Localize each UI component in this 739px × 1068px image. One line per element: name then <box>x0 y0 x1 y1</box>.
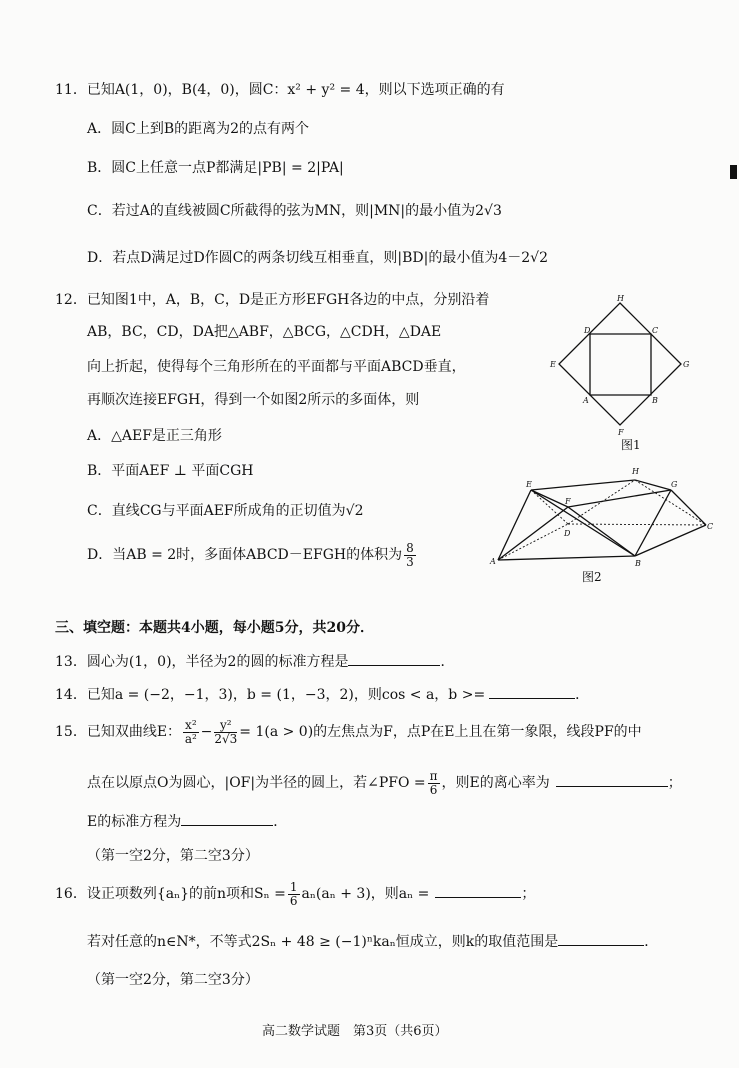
q15-angle-fraction <box>428 770 440 797</box>
fraction-denominator: a² <box>184 731 197 746</box>
q15-line1 <box>55 715 642 749</box>
fraction-numerator: 1 <box>289 879 298 894</box>
answer-blank-an[interactable] <box>435 883 521 898</box>
label-b: B <box>635 559 641 568</box>
q16-line2 <box>87 931 658 952</box>
q11-option-c: C．若过A的直线被圆C所截得的弦为MN，则|MN|的最小值为2√3 <box>87 203 502 219</box>
label-f: F <box>565 497 571 506</box>
punctuation: ． <box>575 687 590 703</box>
q11-stem: 11．已知A(1，0)，B(4，0)，圆C：x² + y² = 4，则以下选项正确的有 <box>55 82 505 98</box>
label-e: E <box>550 360 556 369</box>
label-a: A <box>583 396 589 405</box>
label-c: C <box>707 522 714 531</box>
answer-blank-equation[interactable] <box>181 811 273 826</box>
label-f: F <box>618 428 624 437</box>
q11-option-a: A．圆C上到B的距离为2的点有两个 <box>87 121 310 137</box>
fraction-denominator: 6 <box>429 782 438 797</box>
q12-stem-line3: 向上折起，使得每个三角形所在的平面都与平面ABCD垂直， <box>87 359 466 375</box>
q12-option-b: B．平面AEF ⊥ 平面CGH <box>87 463 254 479</box>
q14 <box>55 684 589 705</box>
figure-1-caption: 图1 <box>621 438 641 452</box>
q12-stem-line2: AB，BC，CD，DA把△ABF，△BCG，△CDH，△DAE <box>87 324 442 340</box>
label-d: D <box>564 529 571 538</box>
punctuation: ； <box>521 886 536 902</box>
q16-line2-text: 若对任意的n∈N*，不等式2Sₙ + 48 ≥ (−1)ⁿkaₙ恒成立，则k的取值范围是 <box>87 934 559 950</box>
answer-blank[interactable] <box>348 651 440 666</box>
fraction-denominator: 3 <box>406 554 414 569</box>
answer-blank[interactable] <box>489 684 575 699</box>
label-h: H <box>632 467 639 476</box>
square-efgh <box>559 303 681 425</box>
q11-option-d: D．若点D满足过D作圆C的两条切线互相垂直，则|BD|的最小值为4－2√2 <box>87 250 548 266</box>
q12-option-d <box>87 541 418 569</box>
fraction-numerator: 8 <box>406 540 414 555</box>
q16-line1 <box>55 877 535 911</box>
q15-text-post: = 1(a > 0)的左焦点为F，点P在E上且在第一象限，线段PF的中 <box>239 724 642 740</box>
q15-score-note: （第一空2分，第二空3分） <box>87 848 259 864</box>
q16-text-pre: 16．设正项数列{aₙ}的前n项和Sₙ = <box>55 886 286 902</box>
q12-option-c: C．直线CG与平面AEF所成角的正切值为√2 <box>87 503 364 519</box>
q16-score-note: （第一空2分，第二空3分） <box>87 972 259 988</box>
q16-text-post: aₙ(aₙ + 3)，则aₙ = <box>301 886 430 902</box>
q12-stem-line1: 12．已知图1中，A，B，C，D是正方形EFGH各边的中点，分别沿着 <box>55 292 490 308</box>
punctuation: ． <box>273 814 288 830</box>
figure-2-polyhedron-diagram <box>488 462 718 572</box>
q12-stem-line4: 再顺次连接EFGH，得到一个如图2所示的多面体，则 <box>87 392 420 408</box>
q12-option-a: A．△AEF是正三角形 <box>87 428 222 444</box>
fraction-denominator: 6 <box>289 893 298 908</box>
punctuation: ； <box>667 775 682 791</box>
q12-option-d-text: D．当AB = 2时，多面体ABCD－EFGH的体积为 <box>87 547 403 563</box>
q15-line3 <box>87 811 287 832</box>
fraction-numerator: π <box>429 768 438 783</box>
minus-sign: − <box>200 724 213 740</box>
q12-volume-fraction <box>404 542 416 569</box>
q15-fraction-y <box>214 719 237 746</box>
q16-fraction <box>288 881 300 908</box>
q11-option-b: B．圆C上任意一点P都满足|PB| = 2|PA| <box>87 160 344 176</box>
q15-fraction-x <box>183 719 199 746</box>
q15-text-pre: 15．已知双曲线E： <box>55 724 182 740</box>
section-heading: 三、填空题：本题共4小题，每小题5分，共20分． <box>55 620 374 636</box>
punctuation: ． <box>644 934 659 950</box>
fraction-numerator: y² <box>214 719 237 733</box>
label-g: G <box>671 480 678 489</box>
fraction-denominator: 2√3 <box>214 731 238 746</box>
punctuation: ． <box>440 654 455 670</box>
q13-text: 13．圆心为(1，0)，半径为2的圆的标准方程是 <box>55 654 349 670</box>
square-abcd <box>590 334 651 395</box>
label-a: A <box>490 557 496 566</box>
q15-line2 <box>87 766 682 800</box>
page-footer: 高二数学试题 第3页（共6页） <box>262 1024 448 1039</box>
q13 <box>55 651 454 672</box>
label-d: D <box>584 326 591 335</box>
label-b: B <box>652 396 658 405</box>
answer-blank-eccentricity[interactable] <box>556 772 668 787</box>
answer-blank-k-range[interactable] <box>558 931 644 946</box>
fraction-numerator: x² <box>185 717 197 732</box>
label-h: H <box>617 294 624 303</box>
label-g: G <box>683 360 690 369</box>
q15-line2-post: ，则E的离心率为 <box>441 775 550 791</box>
q15-line3-text: E的标准方程为 <box>87 814 182 830</box>
label-c: C <box>652 326 659 335</box>
margin-mark <box>730 165 737 179</box>
figure-1-square-diagram <box>548 293 696 441</box>
q14-text: 14．已知a = (−2，−1，3)，b = (1，−3，2)，则cos < a，b >= <box>55 687 486 703</box>
figure-2-caption: 图2 <box>582 570 602 584</box>
label-e: E <box>526 480 532 489</box>
q15-line2-pre: 点在以原点O为圆心，|OF|为半径的圆上，若∠PFO = <box>87 775 426 791</box>
